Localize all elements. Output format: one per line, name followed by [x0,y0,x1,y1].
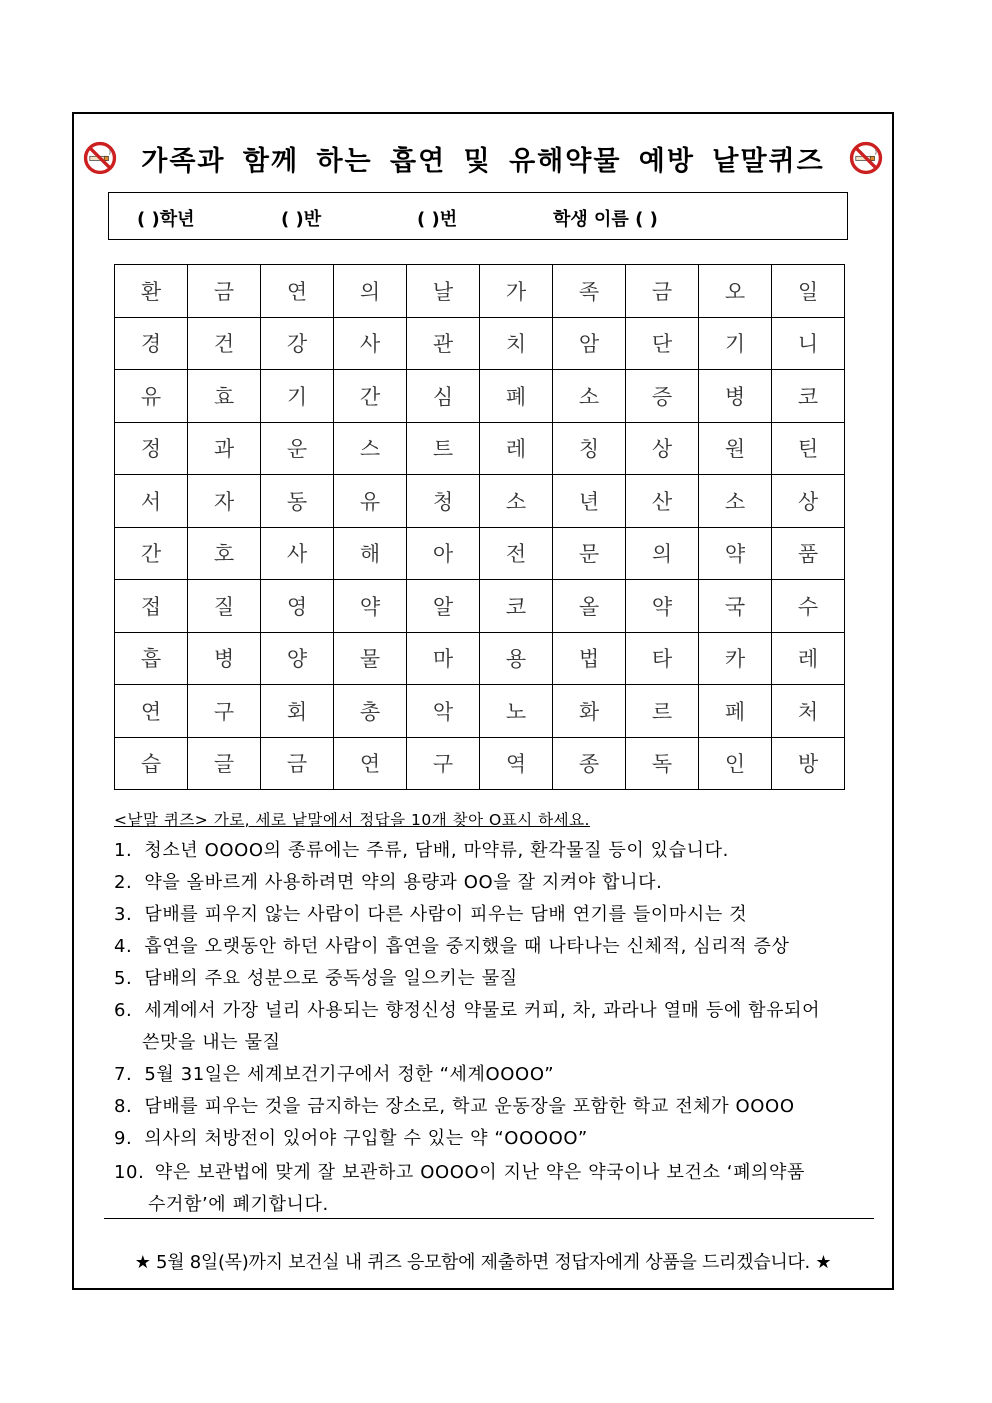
grid-cell[interactable]: 가 [480,265,553,318]
grid-cell[interactable]: 약 [334,580,407,633]
grid-cell[interactable]: 총 [334,685,407,738]
grid-cell[interactable]: 타 [626,632,699,685]
grid-row [115,737,845,790]
grid-cell[interactable]: 상 [626,422,699,475]
question-text: 흡연을 오랫동안 하던 사람이 흡연을 중지했을 때 나타나는 신체적, 심리적 증상 [144,936,790,957]
question-item [114,836,729,862]
grid-cell[interactable]: 기 [261,370,334,423]
number-field[interactable]: ( )번 [417,209,458,230]
question-number: 2. [114,872,133,893]
grid-cell[interactable]: 아 [407,527,480,580]
grid-cell[interactable]: 레 [772,632,845,685]
grid-cell[interactable]: 사 [334,317,407,370]
grid-cell[interactable]: 악 [407,685,480,738]
footer-notice: ★ 5월 8일(목)까지 보건실 내 퀴즈 응모함에 제출하면 정답자에게 상품을 드리겠습니다. ★ [134,1252,832,1273]
question-text: 세계에서 가장 널리 사용되는 향정신성 약물로 커피, 차, 과라나 열매 등에 함유되어 [144,1000,821,1021]
grid-cell[interactable]: 의 [334,265,407,318]
question-text: 약은 보관법에 맞게 잘 보관하고 OOOO이 지난 약은 약국이나 보건소 ‘폐의약품 [154,1162,806,1183]
question-item [114,932,789,958]
question-number: 3. [114,904,133,925]
grid-cell[interactable]: 노 [480,685,553,738]
grid-cell[interactable]: 인 [699,737,772,790]
grid-cell[interactable]: 약 [699,527,772,580]
grid-cell[interactable]: 마 [407,632,480,685]
grid-cell[interactable]: 카 [699,632,772,685]
grid-cell[interactable]: 효 [188,370,261,423]
page-title: 가족과 함께 하는 흡연 및 유해약물 예방 낱말퀴즈 [141,145,825,177]
question-text: 의사의 처방전이 있어야 구입할 수 있는 약 “OOOOO” [144,1128,588,1149]
question-item [114,1060,554,1086]
grid-cell[interactable]: 소 [699,475,772,528]
grid-cell[interactable]: 오 [699,265,772,318]
grid-cell[interactable]: 사 [261,527,334,580]
question-number: 6. [114,1000,133,1021]
grid-cell[interactable]: 종 [553,737,626,790]
grid-row [115,370,845,423]
question-item [114,996,820,1022]
grid-cell[interactable]: 증 [626,370,699,423]
question-item [114,1092,795,1118]
question-number: 5. [114,968,133,989]
grid-cell[interactable]: 유 [115,370,188,423]
word-search-grid [114,264,845,790]
quiz-instruction: <낱말 퀴즈> 가로, 세로 낱말에서 정답을 10개 찾아 O표시 하세요. [114,811,590,829]
grid-cell[interactable]: 습 [115,737,188,790]
grid-cell[interactable]: 금 [188,265,261,318]
grid-cell[interactable]: 접 [115,580,188,633]
divider [104,1218,874,1219]
grid-cell[interactable]: 운 [261,422,334,475]
grid-cell[interactable]: 기 [699,317,772,370]
grid-cell[interactable]: 의 [626,527,699,580]
grid-cell[interactable]: 국 [699,580,772,633]
grid-cell[interactable]: 방 [772,737,845,790]
grid-cell[interactable]: 트 [407,422,480,475]
grid-row [115,527,845,580]
grid-cell[interactable]: 서 [115,475,188,528]
question-number: 7. [114,1064,133,1085]
grid-cell[interactable]: 해 [334,527,407,580]
grid-cell[interactable]: 법 [553,632,626,685]
question-item [114,900,747,926]
grid-cell[interactable]: 레 [480,422,553,475]
grid-cell[interactable]: 일 [772,265,845,318]
grid-cell[interactable]: 물 [334,632,407,685]
question-text: 청소년 OOOO의 종류에는 주류, 담배, 마약류, 환각물질 등이 있습니다. [144,840,729,861]
grid-cell[interactable]: 틴 [772,422,845,475]
grid-cell[interactable]: 니 [772,317,845,370]
grid-cell[interactable]: 날 [407,265,480,318]
grid-cell[interactable]: 암 [553,317,626,370]
question-text: 담배의 주요 성분으로 중독성을 일으키는 물질 [144,968,518,989]
grid-cell[interactable]: 환 [115,265,188,318]
grade-field[interactable]: ( )학년 [137,209,195,230]
grid-cell[interactable]: 강 [261,317,334,370]
grid-cell[interactable]: 화 [553,685,626,738]
grid-cell[interactable]: 호 [188,527,261,580]
grid-cell[interactable]: 관 [407,317,480,370]
question-number: 10. [114,1162,145,1183]
grid-cell[interactable]: 단 [626,317,699,370]
grid-cell[interactable]: 청 [407,475,480,528]
no-smoking-icon [849,141,883,175]
grid-cell[interactable]: 소 [553,370,626,423]
grid-cell[interactable]: 유 [334,475,407,528]
grid-cell[interactable]: 구 [407,737,480,790]
grid-cell[interactable]: 치 [480,317,553,370]
grid-cell[interactable]: 연 [261,265,334,318]
grid-cell[interactable]: 과 [188,422,261,475]
question-number: 9. [114,1128,133,1149]
grid-cell[interactable]: 질 [188,580,261,633]
grid-cell[interactable]: 폐 [480,370,553,423]
question-number: 8. [114,1096,133,1117]
grid-cell[interactable]: 원 [699,422,772,475]
grid-cell[interactable]: 알 [407,580,480,633]
question-text: 담배를 피우는 것을 금지하는 장소로, 학교 운동장을 포함한 학교 전체가 OOOO [144,1096,795,1117]
grid-row [115,317,845,370]
grid-cell[interactable]: 상 [772,475,845,528]
grid-cell[interactable]: 연 [115,685,188,738]
grid-cell[interactable]: 칭 [553,422,626,475]
grid-cell[interactable]: 산 [626,475,699,528]
question-item [114,868,662,894]
grid-cell[interactable]: 구 [188,685,261,738]
question-text: 담배를 피우지 않는 사람이 다른 사람이 피우는 담배 연기를 들이마시는 것 [144,904,748,925]
grid-cell[interactable]: 르 [626,685,699,738]
quiz-sheet [72,112,894,1290]
grid-cell[interactable]: 흡 [115,632,188,685]
grid-cell[interactable]: 동 [261,475,334,528]
grid-cell[interactable]: 연 [334,737,407,790]
class-field[interactable]: ( )반 [281,209,322,230]
grid-cell[interactable]: 양 [261,632,334,685]
grid-cell[interactable]: 정 [115,422,188,475]
grid-cell[interactable]: 약 [626,580,699,633]
grid-cell[interactable]: 소 [480,475,553,528]
grid-row [115,422,845,475]
grid-cell[interactable]: 역 [480,737,553,790]
grid-row [115,265,845,318]
title-bar [74,136,892,180]
grid-cell[interactable]: 영 [261,580,334,633]
grid-row [115,685,845,738]
grid-cell[interactable]: 코 [772,370,845,423]
question-text: 약을 올바르게 사용하려면 약의 용량과 OO을 잘 지켜야 합니다. [144,872,663,893]
grid-cell[interactable]: 글 [188,737,261,790]
grid-cell[interactable]: 자 [188,475,261,528]
grid-cell[interactable]: 심 [407,370,480,423]
question-text-continued: 수거함’에 폐기합니다. [148,1194,329,1215]
grid-cell[interactable]: 문 [553,527,626,580]
question-item [114,964,518,990]
grid-cell[interactable]: 독 [626,737,699,790]
grid-cell[interactable]: 경 [115,317,188,370]
grid-cell[interactable]: 건 [188,317,261,370]
grid-cell[interactable]: 금 [261,737,334,790]
grid-cell[interactable]: 코 [480,580,553,633]
grid-cell[interactable]: 병 [699,370,772,423]
grid-cell[interactable]: 병 [188,632,261,685]
grid-cell[interactable]: 년 [553,475,626,528]
grid-cell[interactable]: 처 [772,685,845,738]
grid-row [115,632,845,685]
question-item [114,1124,588,1150]
grid-cell[interactable]: 족 [553,265,626,318]
student-info-box [108,192,848,240]
grid-cell[interactable]: 회 [261,685,334,738]
grid-cell[interactable]: 간 [334,370,407,423]
question-number: 1. [114,840,133,861]
no-smoking-icon [83,141,117,175]
grid-cell[interactable]: 전 [480,527,553,580]
grid-cell[interactable]: 금 [626,265,699,318]
grid-row [115,475,845,528]
question-number: 4. [114,936,133,957]
grid-cell[interactable]: 품 [772,527,845,580]
grid-cell[interactable]: 수 [772,580,845,633]
grid-row [115,580,845,633]
grid-cell[interactable]: 용 [480,632,553,685]
grid-cell[interactable]: 스 [334,422,407,475]
grid-cell[interactable]: 페 [699,685,772,738]
grid-cell[interactable]: 올 [553,580,626,633]
question-text-continued: 쓴맛을 내는 물질 [142,1032,281,1053]
grid-cell[interactable]: 간 [115,527,188,580]
question-item [114,1158,805,1184]
question-text: 5월 31일은 세계보건기구에서 정한 “세계OOOO” [144,1064,555,1085]
student-name-field[interactable]: 학생 이름 ( ) [553,209,658,230]
